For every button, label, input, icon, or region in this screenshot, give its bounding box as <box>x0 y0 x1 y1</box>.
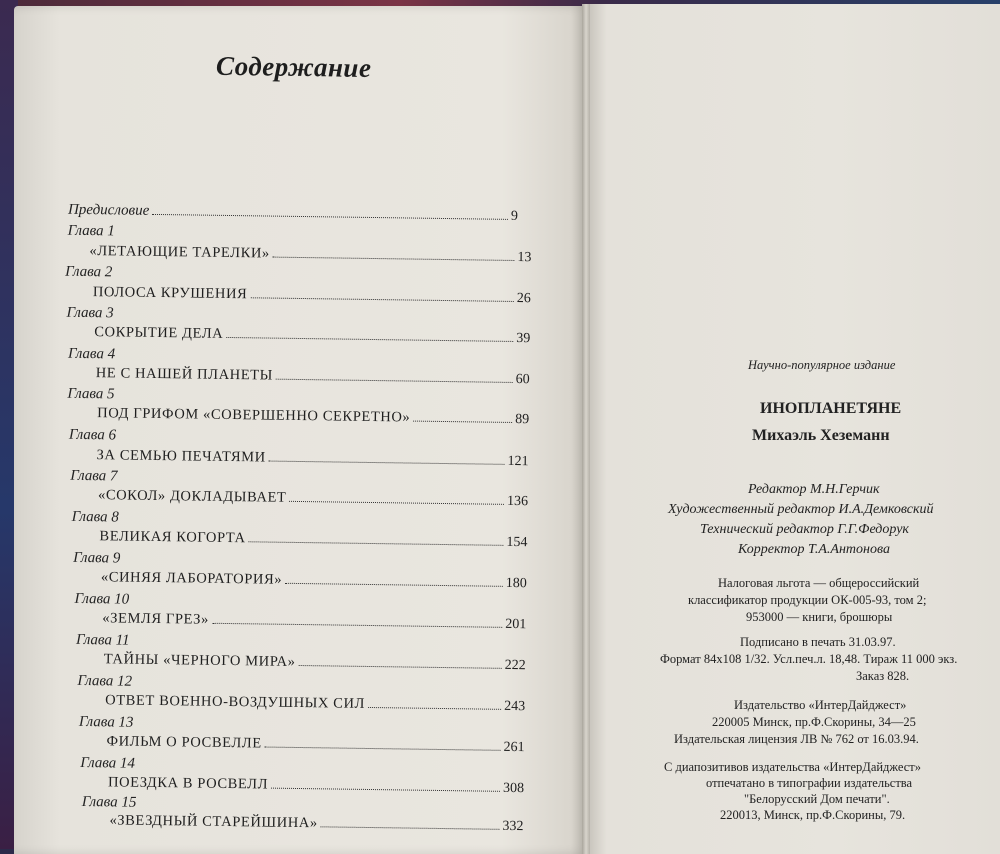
leader-dots <box>285 583 503 587</box>
leader-dots <box>271 788 500 792</box>
credit-line: Редактор М.Н.Герчик <box>748 482 880 497</box>
leader-dots <box>289 501 504 505</box>
leader-dots <box>269 461 505 465</box>
chapter-label: Глава 10 <box>74 590 130 608</box>
toc-entry <box>89 243 531 266</box>
toc-page-number: 332 <box>502 818 524 835</box>
toc-page-number: 222 <box>504 657 526 674</box>
chapter-label: Глава 4 <box>67 345 116 363</box>
toc-entry <box>101 569 527 592</box>
chapter-label: Глава 14 <box>80 754 136 772</box>
leader-dots <box>298 665 501 669</box>
toc-page-number: 154 <box>506 534 528 551</box>
chapter-title: ПОД ГРИФОМ «СОВЕРШЕННО СЕКРЕТНО» <box>97 405 411 426</box>
toc-entry <box>96 447 528 470</box>
toc-entry <box>96 365 530 388</box>
toc-entry <box>93 284 531 307</box>
printing-line: С диапозитивов издательства «ИнтерДайджест» <box>664 760 922 774</box>
toc-title: Содержание <box>215 50 372 83</box>
chapter-label: Глава 3 <box>66 304 114 322</box>
publisher-line: 220005 Минск, пр.Ф.Скорины, 34—25 <box>712 715 916 729</box>
chapter-label: Глава 7 <box>70 467 118 485</box>
toc-entry <box>108 774 524 797</box>
leader-dots <box>152 214 508 220</box>
chapter-label: Глава 13 <box>78 713 134 731</box>
toc-preface <box>68 202 518 225</box>
chapter-label: Глава 9 <box>73 549 121 567</box>
toc-page-number: 180 <box>505 575 527 592</box>
chapter-title: ТАЙНЫ «ЧЕРНОГО МИРА» <box>103 651 296 670</box>
chapter-title: «СОКОЛ» ДОКЛАДЫВАЕТ <box>97 487 287 506</box>
publisher-line: Издательская лицензия ЛВ № 762 от 16.03.94. <box>674 732 919 746</box>
toc-entry <box>106 733 524 756</box>
leader-dots <box>276 379 513 383</box>
chapter-label: Глава 12 <box>77 672 133 690</box>
toc-entry <box>98 487 528 510</box>
leader-dots <box>250 297 513 302</box>
print-line: Заказ 828. <box>856 669 910 683</box>
toc-page-number: 121 <box>507 453 529 470</box>
toc-page-number: 39 <box>516 331 531 347</box>
toc-page-number: 89 <box>515 411 530 428</box>
chapter-title: «СИНЯЯ ЛАБОРАТОРИЯ» <box>100 569 283 588</box>
printing-line: отпечатано в типографии издательства <box>706 776 913 790</box>
book-title: ИНОПЛАНЕТЯНЕ <box>760 400 902 417</box>
toc-entry <box>109 812 523 835</box>
chapter-title: «ЛЕТАЮЩИЕ ТАРЕЛКИ» <box>89 243 270 262</box>
chapter-label: Глава 8 <box>71 508 119 526</box>
toc-preface-label: Предисловие <box>67 201 150 219</box>
tax-line: Налоговая льгота — общероссийский <box>718 576 920 590</box>
leader-dots <box>413 421 512 423</box>
chapter-label: Глава 2 <box>65 263 113 281</box>
toc-entry <box>102 610 526 633</box>
toc-page-number: 261 <box>503 739 525 756</box>
credit-line: Технический редактор Г.Г.Федорук <box>700 522 909 537</box>
toc-page-number: 9 <box>510 208 519 225</box>
toc-page-number: 13 <box>517 250 532 266</box>
chapter-title: ОТВЕТ ВОЕННО-ВОЗДУШНЫХ СИЛ <box>105 692 366 712</box>
chapter-label: Глава 6 <box>68 426 117 444</box>
toc-page-number: 201 <box>505 616 527 633</box>
credit-line: Художественный редактор И.А.Демковский <box>668 502 934 517</box>
chapter-label: Глава 1 <box>67 222 115 240</box>
leader-dots <box>265 747 501 751</box>
publisher-line: Издательство «ИнтерДайджест» <box>734 698 907 712</box>
credit-line: Корректор Т.А.Антонова <box>738 542 890 557</box>
tax-line: 953000 — книги, брошюры <box>746 610 893 624</box>
toc-entry <box>99 528 527 551</box>
toc-page-number: 60 <box>515 372 530 388</box>
leader-dots <box>249 541 504 546</box>
chapter-title: НЕ С НАШЕЙ ПЛАНЕТЫ <box>95 365 274 384</box>
chapter-title: «ЗВЕЗДНЫЙ СТАРЕЙШИНА» <box>109 812 318 832</box>
toc-page-number: 136 <box>506 493 529 510</box>
edition-type: Научно-популярное издание <box>748 358 896 372</box>
toc-entry <box>105 692 525 715</box>
leader-dots <box>226 337 513 342</box>
toc-page-number: 308 <box>502 780 525 797</box>
chapter-label: Глава 11 <box>75 631 130 649</box>
leader-dots <box>212 623 502 628</box>
toc-page-number: 26 <box>516 291 531 307</box>
author-name: Михаэль Хеземанн <box>752 427 890 444</box>
chapter-title: ПОЛОСА КРУШЕНИЯ <box>92 284 248 303</box>
chapter-title: ВЕЛИКАЯ КОГОРТА <box>99 528 246 547</box>
toc-entry <box>104 651 526 674</box>
leader-dots <box>273 257 515 261</box>
chapter-title: ЗА СЕМЬЮ ПЕЧАТЯМИ <box>96 447 266 466</box>
chapter-title: «ЗЕМЛЯ ГРЕЗ» <box>102 610 210 628</box>
printing-line: "Белорусский Дом печати". <box>744 792 890 806</box>
chapter-title: СОКРЫТИЕ ДЕЛА <box>94 324 224 342</box>
toc-entry <box>97 405 529 428</box>
leader-dots <box>368 707 501 710</box>
chapter-label: Глава 15 <box>81 793 137 811</box>
toc-page-number: 243 <box>504 698 526 715</box>
chapter-title: ФИЛЬМ О РОСВЕЛЛЕ <box>106 733 262 752</box>
print-line: Подписано в печать 31.03.97. <box>740 635 896 649</box>
print-line: Формат 84х108 1/32. Усл.печ.л. 18,48. Тираж 11 000 экз. <box>660 652 958 666</box>
printing-line: 220013, Минск, пр.Ф.Скорины, 79. <box>720 808 906 822</box>
leader-dots <box>321 826 500 829</box>
chapter-label: Глава 5 <box>67 385 115 403</box>
toc-entry <box>94 324 530 347</box>
tax-line: классификатор продукции ОК-005-93, том 2; <box>688 593 927 607</box>
chapter-title: ПОЕЗДКА В РОСВЕЛЛ <box>107 774 269 793</box>
